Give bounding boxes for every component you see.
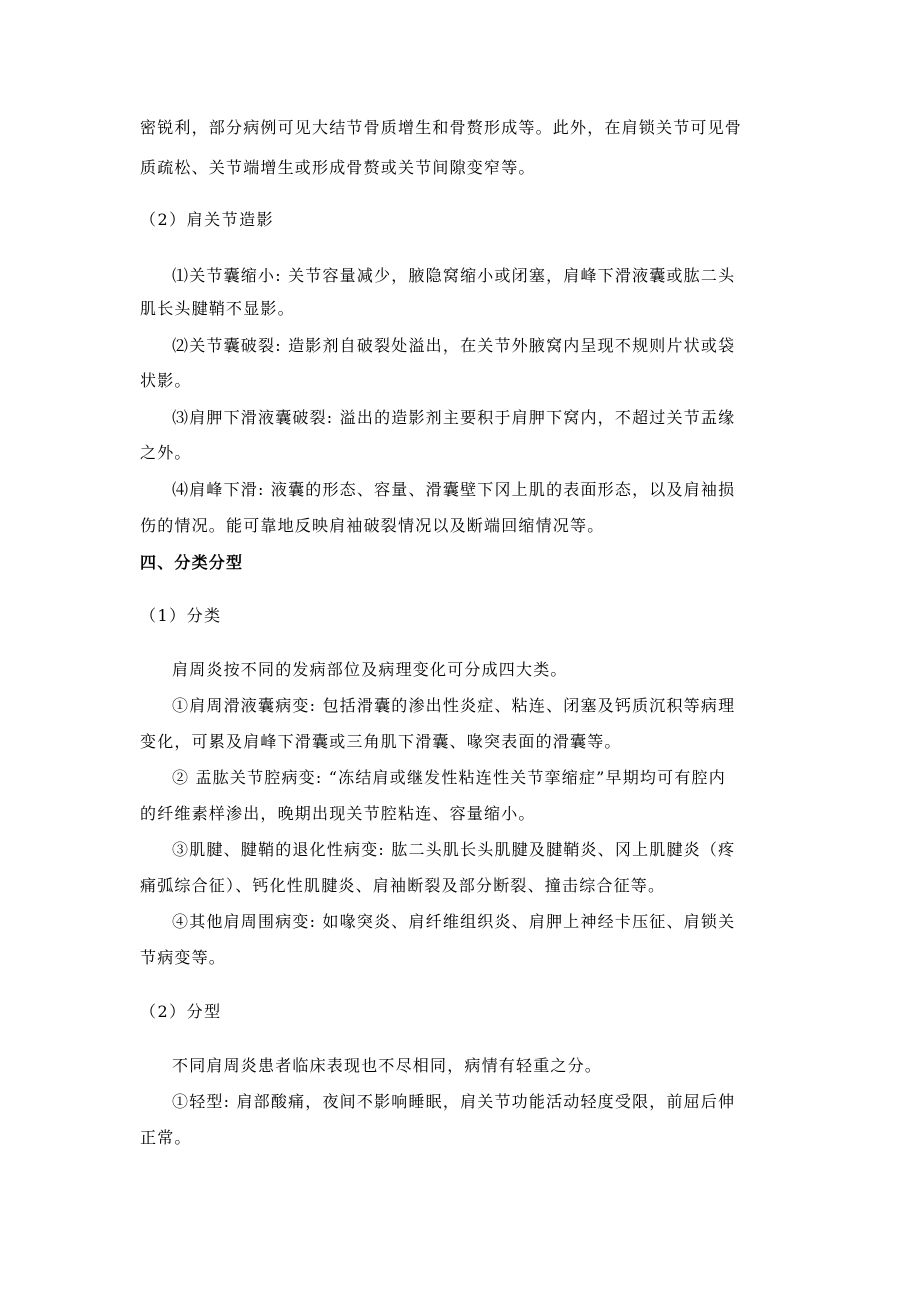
paragraph-line: ①轻型: 肩部酸痛，夜间不影响睡眠，肩关节功能活动轻度受限，前屈后伸 bbox=[172, 1092, 736, 1111]
paragraph-line: 质疏松、关节端增生或形成骨赘或关节间隙变窄等。 bbox=[140, 158, 536, 177]
paragraph-line: ①肩周滑液囊病变: 包括滑囊的渗出性炎症、粘连、闭塞及钙质沉积等病理 bbox=[172, 696, 736, 715]
paragraph-line: 之外。 bbox=[140, 443, 192, 462]
paragraph-line: 变化，可累及肩峰下滑囊或三角肌下滑囊、喙突表面的滑囊等。 bbox=[140, 732, 622, 751]
paragraph-line: 密锐利，部分病例可见大结节骨质增生和骨赘形成等。此外，在肩锁关节可见骨 bbox=[140, 118, 743, 137]
paragraph-line: ⑶肩胛下滑液囊破裂: 溢出的造影剂主要积于肩胛下窝内，不超过关节盂缘 bbox=[172, 408, 736, 427]
paragraph-line: ② 盂肱关节腔病变: “冻结肩或继发性粘连性关节挛缩症”早期均可有腔内 bbox=[172, 768, 726, 787]
paragraph-line: 不同肩周炎患者临床表现也不尽相同，病情有轻重之分。 bbox=[172, 1056, 603, 1075]
paragraph-line: 状影。 bbox=[140, 371, 192, 390]
paragraph-line: 肩周炎按不同的发病部位及病理变化可分成四大类。 bbox=[172, 660, 568, 679]
paragraph-line: 节病变等。 bbox=[140, 948, 227, 967]
paragraph-line: ⑵关节囊破裂: 造影剂自破裂处溢出，在关节外腋窝内呈现不规则片状或袋 bbox=[172, 336, 736, 355]
section-label-classification: （1）分类 bbox=[140, 606, 222, 625]
section-label-arthrography: （2）肩关节造影 bbox=[140, 210, 275, 229]
paragraph-line: ④其他肩周围病变: 如喙突炎、肩纤维组织炎、肩胛上神经卡压征、肩锁关 bbox=[172, 912, 736, 931]
section-label-typing: （2）分型 bbox=[140, 1002, 222, 1021]
paragraph-line: ③肌腱、腱鞘的退化性病变: 肱二头肌长头肌腱及腱鞘炎、冈上肌腱炎（疼 bbox=[172, 840, 736, 859]
paragraph-line: 肌长头腱鞘不显影。 bbox=[140, 299, 295, 318]
paragraph-line: 痛弧综合征）、钙化性肌腱炎、肩袖断裂及部分断裂、撞击综合征等。 bbox=[140, 876, 666, 895]
paragraph-line: 正常。 bbox=[140, 1128, 192, 1147]
paragraph-line: 伤的情况。能可靠地反映肩袖破裂情况以及断端回缩情况等。 bbox=[140, 516, 605, 535]
paragraph-line: 的纤维素样渗出，晚期出现关节腔粘连、容量缩小。 bbox=[140, 804, 536, 823]
paragraph-line: ⑷肩峰下滑: 液囊的形态、容量、滑囊壁下冈上肌的表面形态，以及肩袖损 bbox=[172, 480, 736, 499]
paragraph-line: ⑴关节囊缩小: 关节容量减少，腋隐窝缩小或闭塞，肩峰下滑液囊或肱二头 bbox=[172, 266, 736, 285]
section-heading-classification: 四、分类分型 bbox=[140, 553, 244, 572]
